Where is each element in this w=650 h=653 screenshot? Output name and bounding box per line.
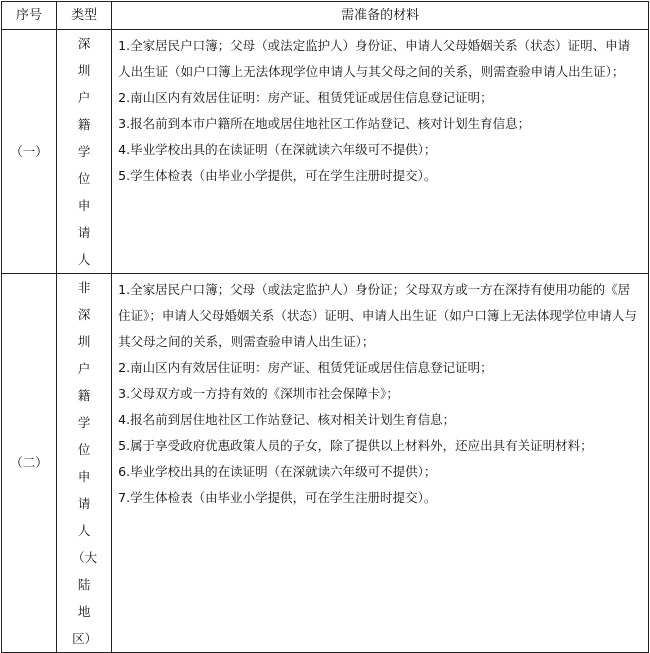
row-type xyxy=(57,30,112,274)
row-index: （二） xyxy=(2,274,57,653)
list-item: 5.属于享受政府优惠政策人员的子女，除了提供以上材料外，还应出具有关证明材料； xyxy=(118,438,593,453)
header-type: 类型 xyxy=(57,2,112,30)
list-item: 5.学生体检表（由毕业小学提供，可在学生注册时提交）。 xyxy=(118,168,437,183)
list-item: 4.报名前到居住地社区工作站登记、核对相关计划生育信息； xyxy=(118,412,456,427)
list-item: 2.南山区内有效居住证明：房产证、租赁凭证或居住信息登记证明； xyxy=(118,90,493,105)
row-type xyxy=(57,274,112,653)
list-item: 7.学生体检表（由毕业小学提供，可在学生注册时提交）。 xyxy=(118,490,437,505)
list-item: 4.毕业学校出具的在读证明（在深就读六年级可不提供）； xyxy=(118,142,437,157)
row-index: （一） xyxy=(2,30,57,274)
list-item: 3.父母双方或一方持有效的《深圳市社会保障卡》； xyxy=(118,386,399,401)
row-type-label: 深圳户籍学位申请人 xyxy=(77,36,91,267)
header-index: 序号 xyxy=(2,2,57,30)
materials-list xyxy=(112,30,649,274)
list-item: 1.全家居民户口簿；父母（或法定监护人）身份证；父母双方或一方在深持有使用功能的《居住证》；申请人父母婚姻关系（状态）证明、申请人出生证（如户口簿上无法体现学位申请人与其父母之间的关系，则需查验申请人出生证）； xyxy=(118,282,637,349)
header-materials: 需准备的材料 xyxy=(112,2,649,30)
row-type-label: 非深圳户籍学位申请人（大陆地区） xyxy=(72,280,98,646)
table-row xyxy=(2,274,649,653)
table-row xyxy=(2,30,649,274)
list-item: 6.毕业学校出具的在读证明（在深就读六年级可不提供）； xyxy=(118,464,437,479)
materials-table xyxy=(1,1,649,653)
list-item: 2.南山区内有效居住证明：房产证、租赁凭证或居住信息登记证明； xyxy=(118,360,493,375)
list-item: 1.全家居民户口簿；父母（或法定监护人）身份证、申请人父母婚姻关系（状态）证明、申请人出生证（如户口簿上无法体现学位申请人与其父母之间的关系，则需查验申请人出生证）； xyxy=(118,38,631,79)
header-row xyxy=(2,2,649,30)
list-item: 3.报名前到本市户籍所在地或居住地社区工作站登记、核对计划生育信息； xyxy=(118,116,531,131)
materials-list xyxy=(112,274,649,653)
